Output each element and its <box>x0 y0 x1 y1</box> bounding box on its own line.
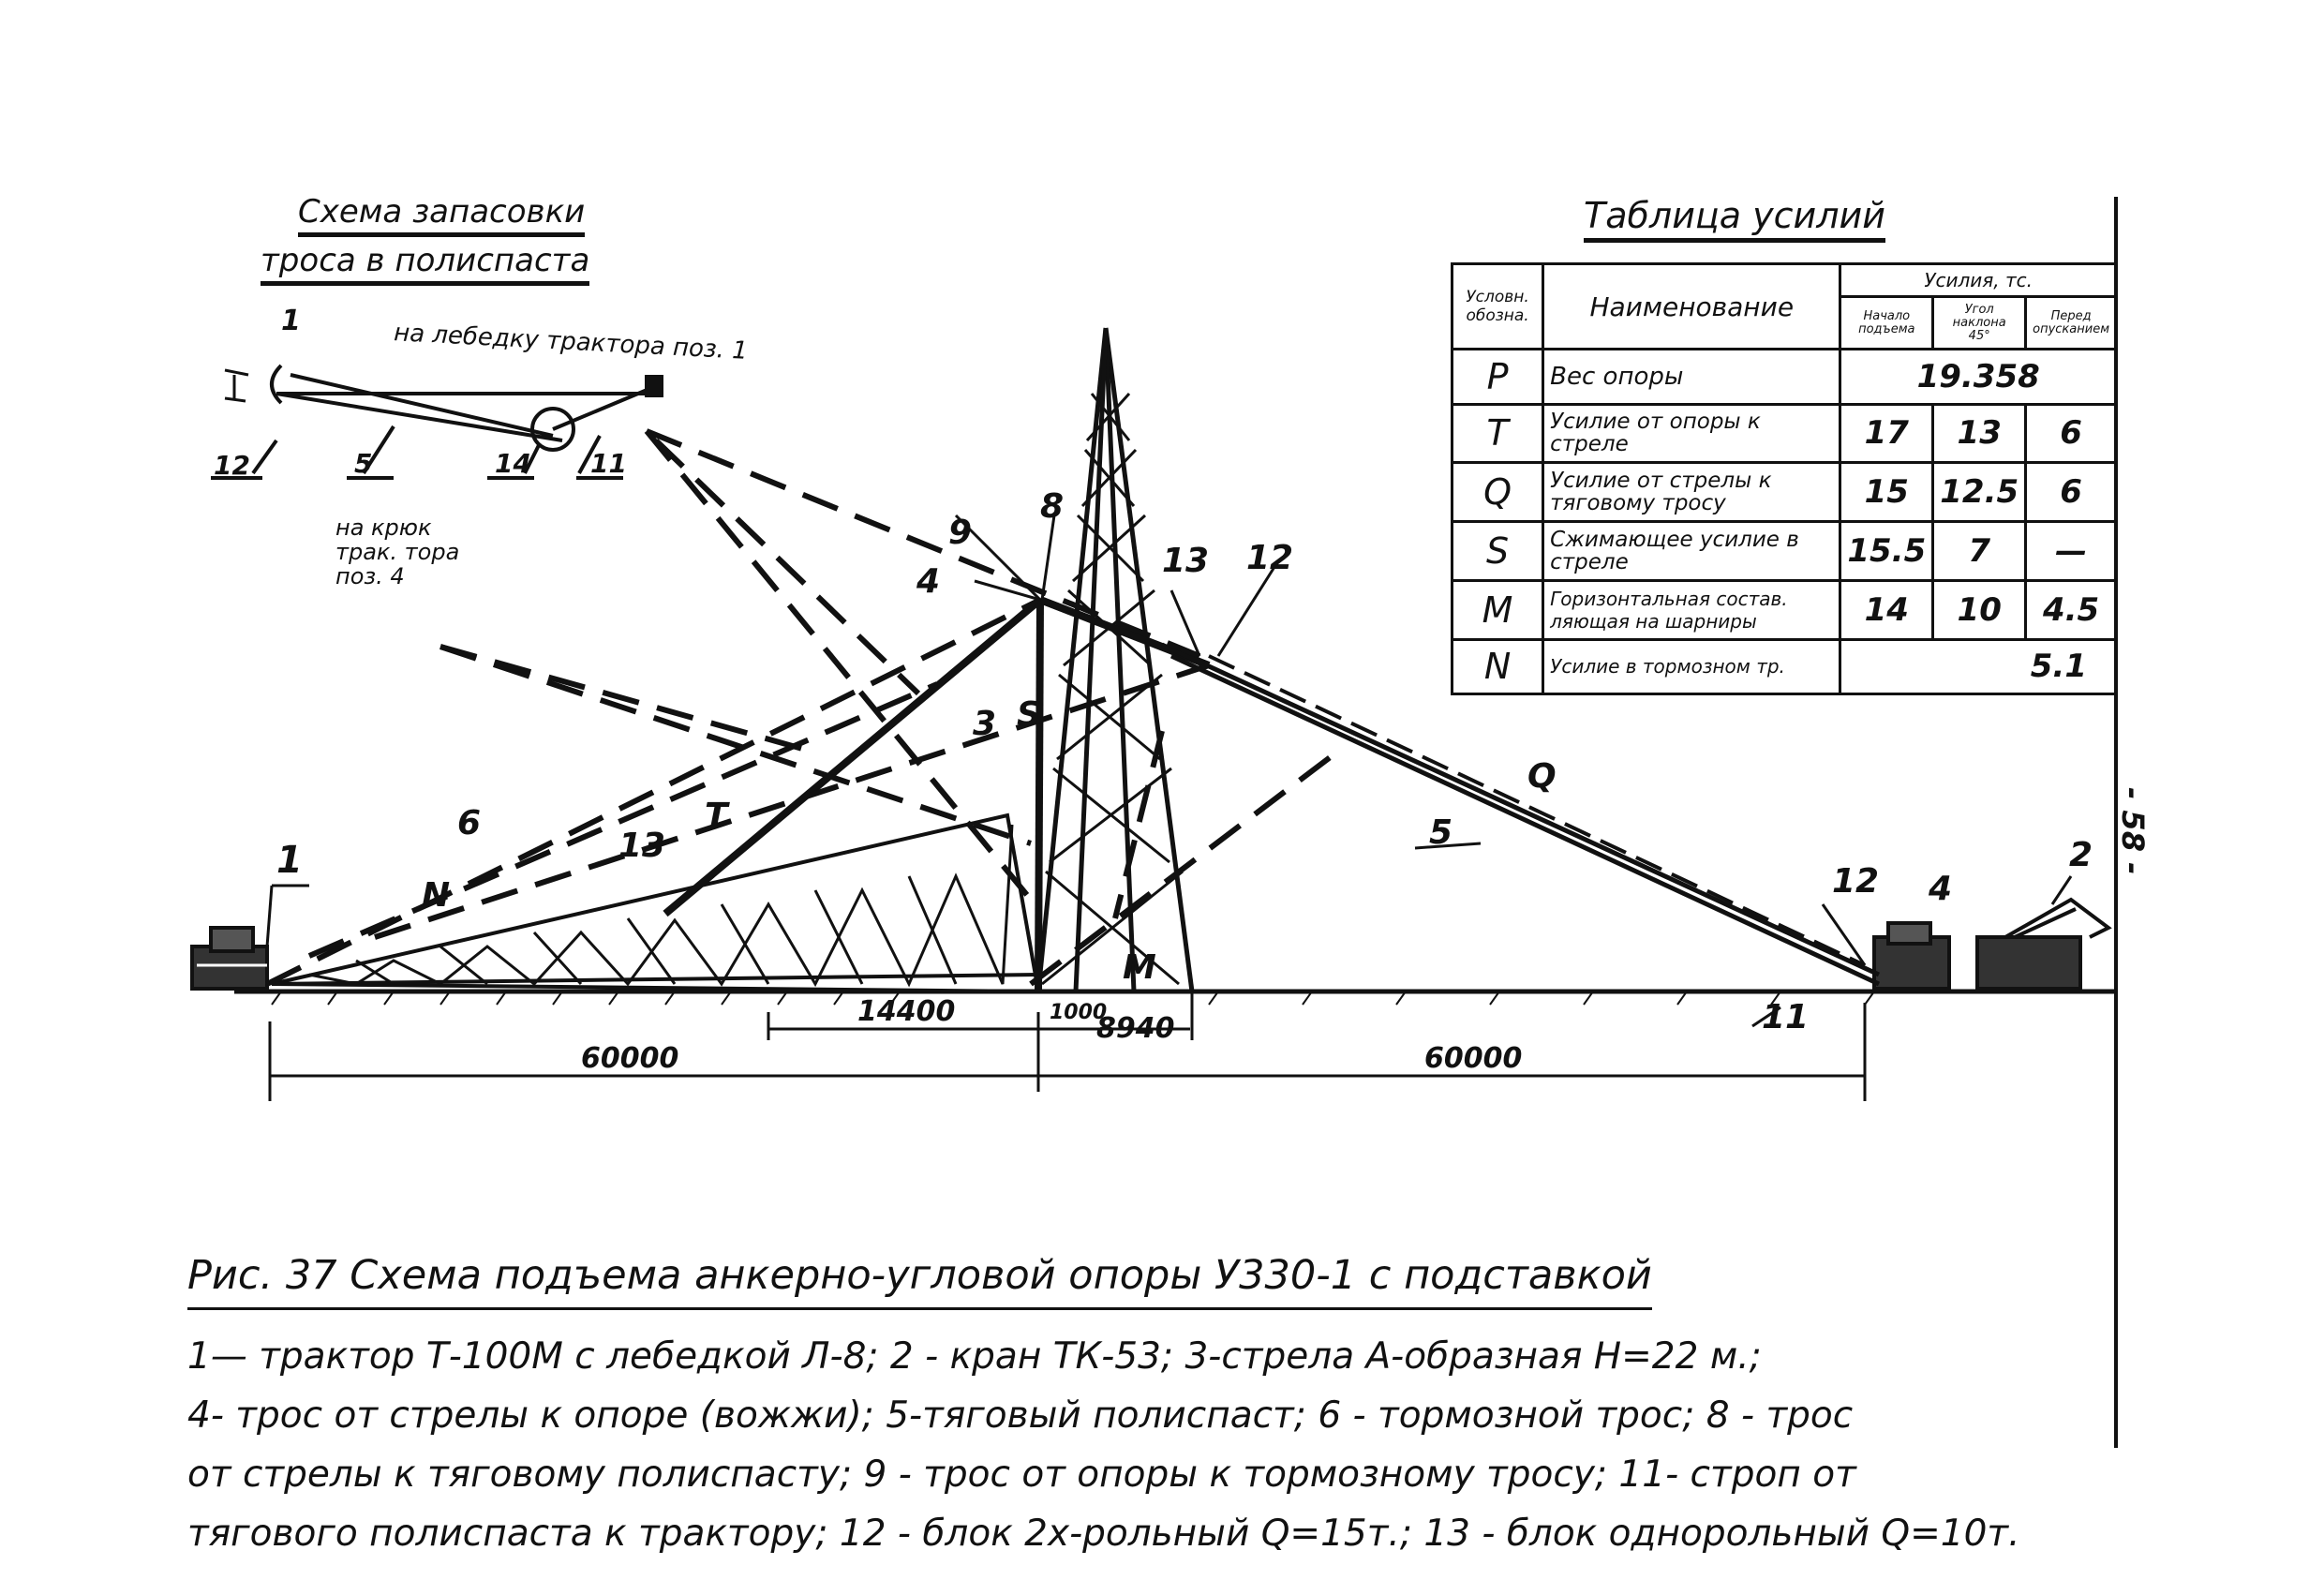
row-value: 14 <box>1840 580 1933 639</box>
rig-label-14: 14 <box>495 448 531 479</box>
pulley-tackle <box>1162 645 1879 984</box>
col-symbol-header: Условн. обозна. <box>1452 264 1543 350</box>
label-13-top: 13 <box>1162 542 1210 580</box>
row-name: Усилие от стрелы к тяговому тросу <box>1543 463 1840 522</box>
rig-label-11: 11 <box>590 448 627 479</box>
figure-caption <box>187 1246 2062 1563</box>
row-symbol: T <box>1452 404 1543 463</box>
rig-label-1: 1 <box>281 305 301 337</box>
subcol-end: Перед опусканием <box>2026 297 2117 350</box>
forces-table <box>1451 262 2118 695</box>
row-value: 7 <box>1933 522 2026 581</box>
table-row <box>1452 580 2117 639</box>
label-12-right: 12 <box>1832 862 1880 901</box>
row-name: Усилие в тормозном тр. <box>1543 639 1840 693</box>
row-value: 19.358 <box>1840 350 2117 404</box>
row-symbol: N <box>1452 639 1543 693</box>
page-number: - 58 - <box>2115 787 2151 875</box>
label-S: S <box>1017 695 1041 734</box>
table-row <box>1452 404 2117 463</box>
tractor-left <box>192 928 267 989</box>
row-value: 15.5 <box>1840 522 1933 581</box>
label-6: 6 <box>457 804 482 842</box>
row-name: Горизонтальная состав. ляющая на шарниры <box>1543 580 1840 639</box>
row-value: 10 <box>1933 580 2026 639</box>
caption-title: Рис. 37 Схема подъема анкерно-угловой опоры У330-1 с подставкой <box>187 1246 1652 1310</box>
rigging-title-line1: Схема запасовки <box>298 193 585 237</box>
label-11: 11 <box>1762 998 1810 1036</box>
label-M: M <box>1123 948 1156 987</box>
label-13-left: 13 <box>618 827 666 865</box>
row-name: Вес опоры <box>1543 350 1840 404</box>
row-value: 6 <box>2026 404 2117 463</box>
label-N: N <box>422 876 451 915</box>
row-value: 15 <box>1840 463 1933 522</box>
dimension-1000: 1000 <box>1050 1001 1108 1024</box>
caption-line-2: 4- трос от стрелы к опоре (вожжи); 5-тяговый полиспаст; 6 - тормозной трос; 8 - трос <box>187 1394 1854 1437</box>
label-3: 3 <box>973 705 997 743</box>
subcol-45: Угол наклона 45° <box>1933 297 2026 350</box>
note-hook: на крюк трак. тора поз. 4 <box>335 514 460 589</box>
row-symbol: S <box>1452 522 1543 581</box>
dimension-14400: 14400 <box>857 995 956 1028</box>
label-tractor-1: 1 <box>276 839 303 882</box>
table-row <box>1452 639 2117 693</box>
label-crane-2: 2 <box>2069 836 2093 874</box>
subcol-start: Начало подъема <box>1840 297 1933 350</box>
dimension-8940: 8940 <box>1096 1012 1175 1045</box>
label-tractor-4: 4 <box>1929 870 1953 908</box>
label-9: 9 <box>948 514 973 552</box>
rig-label-12: 12 <box>214 450 250 481</box>
row-value: 4.5 <box>2026 580 2117 639</box>
label-8: 8 <box>1040 487 1065 526</box>
col-forces-header: Усилия, тс. <box>1840 264 2117 297</box>
col-name-header: Наименование <box>1543 264 1840 350</box>
label-4: 4 <box>916 562 941 601</box>
caption-line-3: от стрелы к тяговому полиспасту; 9 - трос от опоры к тормозному тросу; 11- строп от <box>187 1453 1856 1496</box>
dimension-60000-right: 60000 <box>1424 1042 1523 1075</box>
row-value: 13 <box>1933 404 2026 463</box>
row-name: Усилие от опоры к стреле <box>1543 404 1840 463</box>
row-symbol: M <box>1452 580 1543 639</box>
label-Q: Q <box>1527 757 1557 796</box>
label-12-top: 12 <box>1246 539 1294 577</box>
rig-label-5: 5 <box>354 448 373 479</box>
table-row <box>1452 350 2117 404</box>
row-name: Сжимающее усилие в стреле <box>1543 522 1840 581</box>
row-value: 17 <box>1840 404 1933 463</box>
tower-upright <box>1038 328 1192 991</box>
caption-line-4: тягового полиспаста к трактору; 12 - блок 2х-рольный Q=15т.; 13 - блок однорольный Q=10т. <box>187 1513 2020 1555</box>
note-winch: на лебедку трактора поз. 1 <box>393 319 749 365</box>
caption-line-1: 1— трактор Т-100М с лебедкой Л-8; 2 - кран ТК-53; 3-стрела А-образная Н=22 м.; <box>187 1335 1762 1378</box>
rigging-title-line2: троса в полиспаста <box>261 242 589 286</box>
row-value: — <box>2026 522 2117 581</box>
row-value: 12.5 <box>1933 463 2026 522</box>
row-symbol: Q <box>1452 463 1543 522</box>
label-5: 5 <box>1429 813 1453 852</box>
row-value: 6 <box>2026 463 2117 522</box>
table-row <box>1452 522 2117 581</box>
row-symbol: P <box>1452 350 1543 404</box>
table-row <box>1452 463 2117 522</box>
dimension-60000-left: 60000 <box>581 1042 679 1075</box>
forces-header-row <box>1452 264 2117 297</box>
tractor-right <box>1874 923 1949 989</box>
label-T: T <box>705 797 728 835</box>
crane-tk53 <box>1977 900 2108 989</box>
row-value: 5.1 <box>1840 639 2117 693</box>
forces-table-title: Таблица усилий <box>1584 195 1885 243</box>
